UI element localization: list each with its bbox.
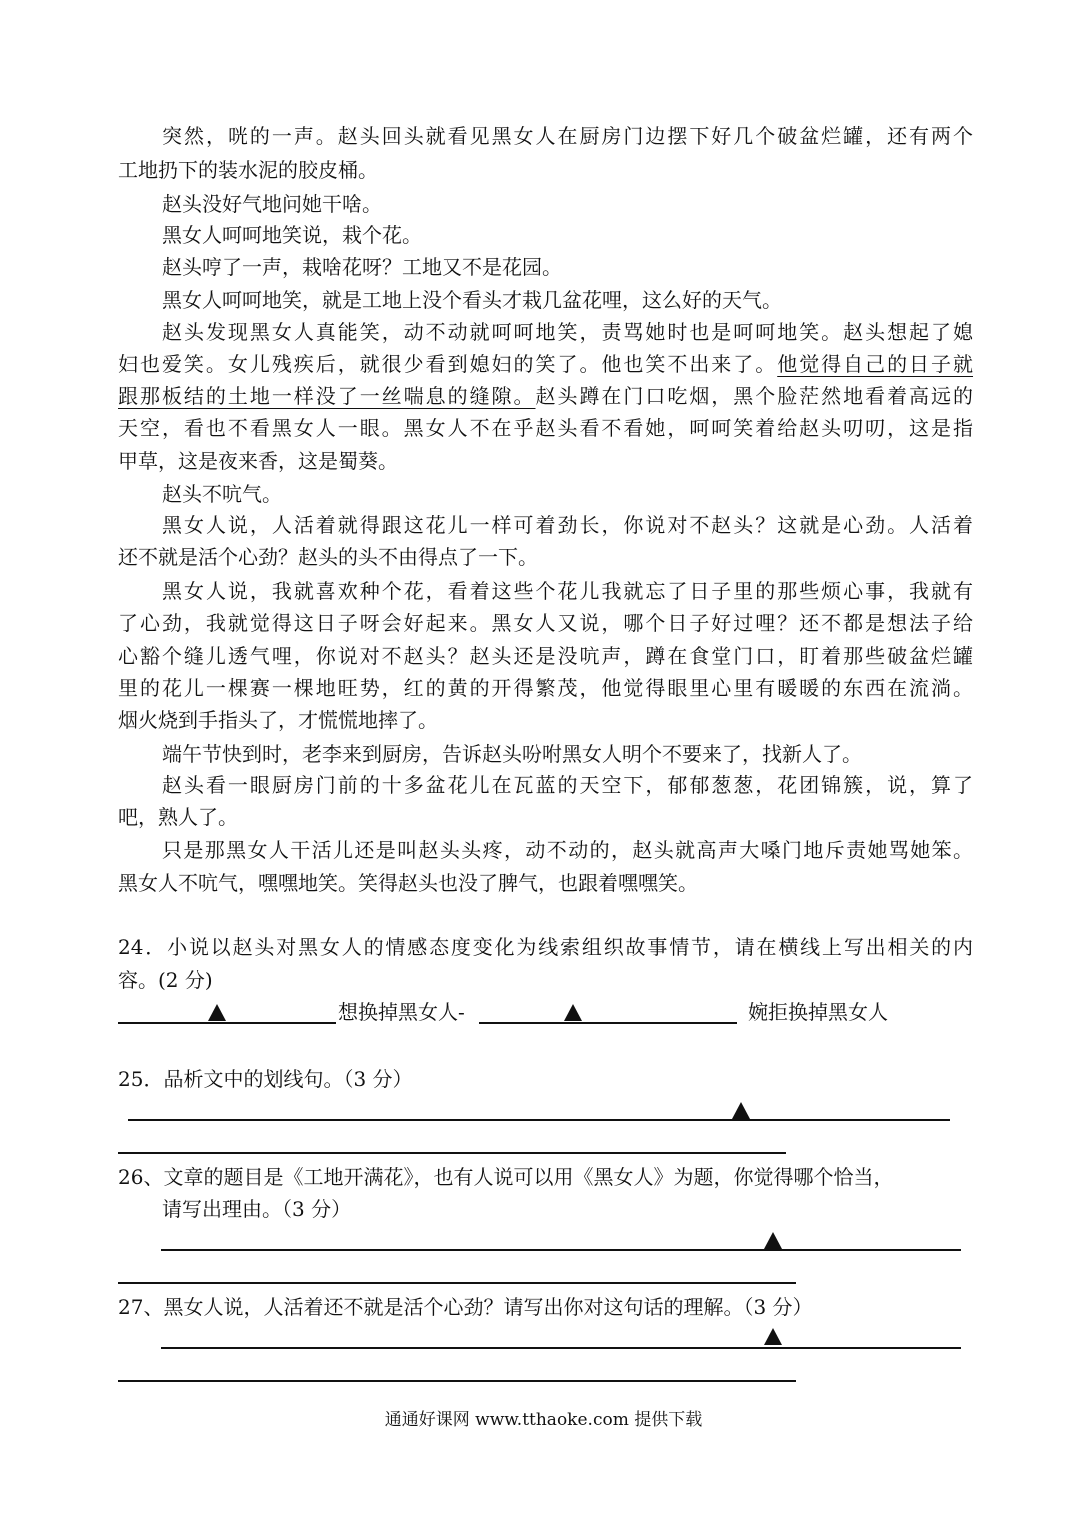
question-25: 25．品析文中的划线句。（3 分）	[118, 1067, 413, 1091]
story-line-8-plain: 妇也爱笑。女儿残疾后，就很少看到媳妇的笑了。他也笑不出来了。	[118, 352, 778, 376]
story-line-6: 黑女人呵呵地笑，就是工地上没个看头才栽几盆花哩，这么好的天气。	[162, 288, 782, 312]
question-27: 27、黑女人说，人活着还不就是活个心劲？请写出你对这句话的理解。（3 分）	[118, 1295, 813, 1319]
story-line-22: 吧，熟人了。	[118, 805, 238, 829]
answer-marker-25	[732, 1102, 750, 1119]
story-line-18: 里的花儿一棵赛一棵地旺势，红的黄的开得繁茂，他觉得眼里心里有暖暖的东西在流淌。	[118, 676, 973, 700]
story-line-12: 赵头不吭气。	[162, 482, 282, 506]
story-line-5: 赵头哼了一声，栽啥花呀？工地又不是花园。	[162, 255, 562, 279]
page-footer: 通通好课网 www.tthaoke.com 提供下载	[384, 1410, 703, 1430]
underlined-sentence-part-2: 跟那板结的土地一样没了一丝喘息的缝隙。	[118, 384, 536, 408]
question-24-end-label: 婉拒换掉黑女人	[748, 1000, 888, 1024]
story-line-1: 突然，咣的一声。赵头回头就看见黑女人在厨房门边摆下好几个破盆烂罐，还有两个	[162, 124, 973, 148]
story-line-4: 黑女人呵呵地笑说，栽个花。	[162, 223, 422, 247]
answer-marker-24b	[564, 1004, 582, 1021]
story-line-10: 天空，看也不看黑女人一眼。黑女人不在乎赵头看不看她，呵呵笑着给赵头叨叨，这是指	[118, 416, 973, 440]
question-24-line-2: 容。(2 分)	[118, 968, 213, 992]
story-line-16: 了心劲，我就觉得这日子呀会好起来。黑女人又说，哪个日子好过哩？还不都是想法子给	[118, 611, 973, 635]
story-line-7: 赵头发现黑女人真能笑，动不动就呵呵地笑，责骂她时也是呵呵地笑。赵头想起了媳	[162, 320, 973, 344]
answer-line-25b[interactable]	[118, 1152, 786, 1154]
story-line-2: 工地扔下的装水泥的胶皮桶。	[118, 158, 378, 182]
story-line-17: 心豁个缝儿透气哩，你说对不赵头？赵头还是没吭声，蹲在食堂门口，盯着那些破盆烂罐	[118, 644, 973, 668]
story-line-15: 黑女人说，我就喜欢种个花，看着这些个花儿我就忘了日子里的那些烦心事，我就有	[162, 579, 973, 603]
story-line-14: 还不就是活个心劲？赵头的头不由得点了一下。	[118, 545, 538, 569]
answer-marker-27	[764, 1328, 782, 1345]
answer-blank-24a[interactable]	[118, 1022, 336, 1024]
story-line-19: 烟火烧到手指头了，才慌慌地摔了。	[118, 708, 438, 732]
question-26-line-2: 请写出理由。（3 分）	[162, 1197, 352, 1221]
story-line-9	[118, 379, 973, 413]
answer-line-25a[interactable]	[128, 1119, 950, 1121]
answer-marker-26	[764, 1232, 782, 1249]
answer-blank-24b[interactable]	[479, 1022, 737, 1024]
story-line-11: 甲草，这是夜来香，这是蜀葵。	[118, 449, 398, 473]
story-line-24: 黑女人不吭气，嘿嘿地笑。笑得赵头也没了脾气，也跟着嘿嘿笑。	[118, 871, 698, 895]
story-line-20: 端午节快到时，老李来到厨房，告诉赵头吩咐黑女人明个不要来了，找新人了。	[162, 742, 862, 766]
question-24-line-1: 24．小说以赵头对黑女人的情感态度变化为线索组织故事情节，请在横线上写出相关的内	[118, 935, 973, 959]
story-line-23: 只是那黑女人干活儿还是叫赵头头疼，动不动的，赵头就高声大嗓门地斥责她骂她笨。	[162, 838, 973, 862]
answer-line-26b[interactable]	[118, 1282, 796, 1284]
question-24-middle-label: 想换掉黑女人-	[338, 1000, 465, 1024]
story-line-9-plain: 赵头蹲在门口吃烟，黑个脸茫然地看着高远的	[535, 384, 973, 408]
story-line-3: 赵头没好气地问她干啥。	[162, 192, 382, 216]
answer-line-27b[interactable]	[118, 1380, 796, 1382]
answer-marker-24a	[208, 1004, 226, 1021]
story-line-13: 黑女人说，人活着就得跟这花儿一样可着劲长，你说对不赵头？这就是心劲。人活着	[162, 513, 973, 537]
answer-line-27a[interactable]	[161, 1347, 961, 1349]
story-line-21: 赵头看一眼厨房门前的十多盆花儿在瓦蓝的天空下，郁郁葱葱，花团锦簇，说，算了	[162, 773, 973, 797]
story-line-8	[118, 347, 973, 381]
underlined-sentence-part-1: 他觉得自己的日子就	[777, 352, 974, 376]
answer-line-26a[interactable]	[161, 1249, 961, 1251]
question-26-line-1: 26、文章的题目是《工地开满花》，也有人说可以用《黑女人》为题，你觉得哪个恰当，	[118, 1165, 894, 1189]
